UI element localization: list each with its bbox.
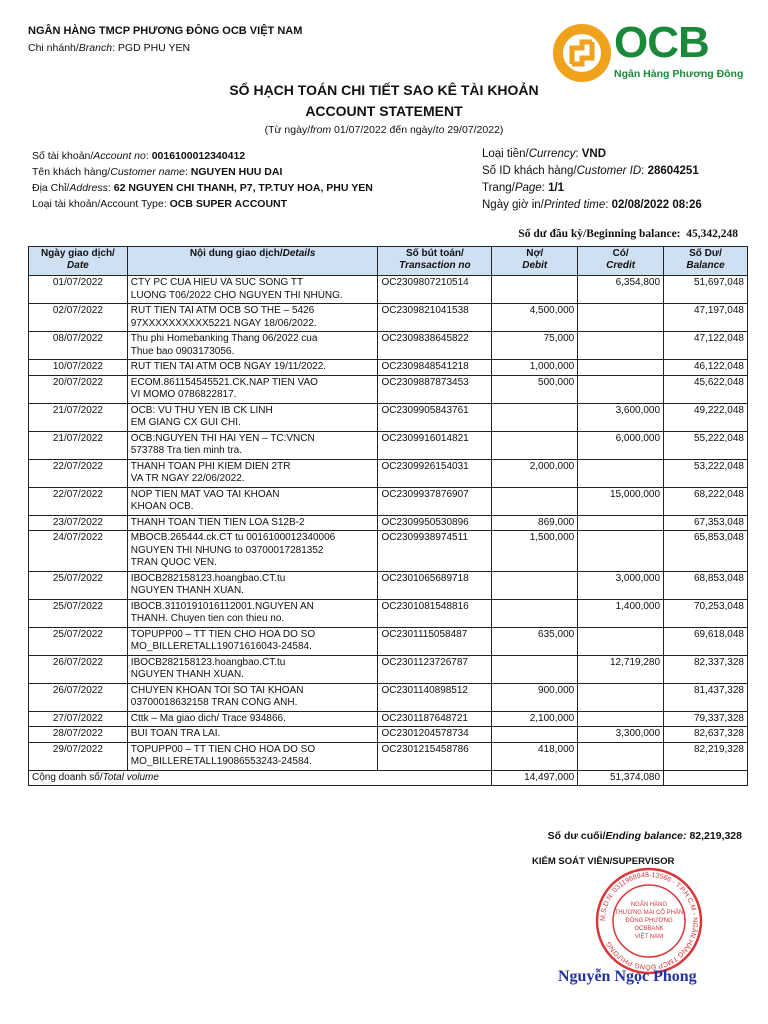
cell-details <box>127 599 378 627</box>
details-line: Thue bao 0903173056. <box>130 345 235 357</box>
cell-transaction-no: OC2309807210514 <box>378 276 492 304</box>
bank-name: NGÂN HÀNG TMCP PHƯƠNG ĐÔNG OCB VIỆT NAM <box>28 25 303 37</box>
account-no-label-vn: Số tài khoản/ <box>32 150 94 162</box>
cell-debit <box>492 276 578 304</box>
cell-transaction-no: OC2301081548816 <box>378 599 492 627</box>
cell-debit: 900,000 <box>492 683 578 711</box>
transactions-table <box>28 246 748 786</box>
cell-credit <box>578 360 664 376</box>
details-line: OCB:NGUYEN THI HAI YEN – TC:VNCN <box>130 432 315 444</box>
details-line: VA TR NGAY 22/06/2022. <box>130 473 245 484</box>
cell-transaction-no: OC2309887873453 <box>378 375 492 403</box>
beginning-balance-value: 45,342,248 <box>686 228 738 240</box>
cell-date: 20/07/2022 <box>29 375 128 403</box>
cell-credit: 3,300,000 <box>578 727 664 743</box>
details-line: CHUYEN KHOAN TOI SO TAI KHOAN <box>130 684 304 696</box>
period-to-label: to <box>435 124 445 136</box>
cell-balance: 68,222,048 <box>664 487 748 515</box>
cell-transaction-no: OC2309848541218 <box>378 360 492 376</box>
cell-date: 26/07/2022 <box>29 655 128 683</box>
cell-credit: 6,000,000 <box>578 431 664 459</box>
cell-date: 29/07/2022 <box>29 742 128 770</box>
table-row <box>29 655 748 683</box>
details-line: NGUYEN THANH XUAN. <box>130 585 244 596</box>
cell-details <box>127 727 378 743</box>
details-line: 573788 Tra tien minh tra. <box>130 445 242 456</box>
account-type-row <box>32 196 373 212</box>
total-credit: 51,374,080 <box>578 770 664 786</box>
details-line: Cttk – Ma giao dich/ Trace 934866. <box>130 712 286 724</box>
stamp-center-line: THƯƠNG MẠI CỔ PHẦN <box>614 910 684 916</box>
details-line: ECOM.861154545521.CK.NAP TIEN VAO <box>130 376 318 388</box>
cell-details <box>127 459 378 487</box>
cell-credit <box>578 711 664 727</box>
beginning-balance <box>518 228 738 240</box>
address-label-en: Address <box>69 182 108 194</box>
cell-details <box>127 683 378 711</box>
cell-date: 08/07/2022 <box>29 332 128 360</box>
cell-details <box>127 655 378 683</box>
cell-date: 24/07/2022 <box>29 531 128 572</box>
stamp-center-line: ĐÔNG PHƯƠNG <box>625 918 673 924</box>
logo-tagline: Ngân Hàng Phương Đông <box>614 68 744 80</box>
account-type: OCB SUPER ACCOUNT <box>169 198 288 210</box>
customer-name-row: Tên khách hàng/Customer name: NGUYEN HUU DAI <box>32 166 283 178</box>
cell-balance: 46,122,048 <box>664 360 748 376</box>
cell-debit: 1,500,000 <box>492 531 578 572</box>
cell-balance: 47,197,048 <box>664 304 748 332</box>
cell-balance: 69,618,048 <box>664 627 748 655</box>
stamp-center-line: NGÂN HÀNG <box>630 902 668 908</box>
account-info-right <box>482 146 702 214</box>
statement-title-vn: SỔ HẠCH TOÁN CHI TIẾT SAO KÊ TÀI KHOẢN <box>229 82 539 98</box>
cell-debit: 4,500,000 <box>492 304 578 332</box>
cell-balance: 79,337,328 <box>664 711 748 727</box>
account-type-label: Loại tài khoản/Account Type: <box>32 198 167 210</box>
col-header-transaction-no: Số bút toán/ Transaction no <box>378 247 492 276</box>
cell-credit <box>578 515 664 531</box>
cell-transaction-no: OC2301065689718 <box>378 571 492 599</box>
period-mid: đến ngày/ <box>389 124 436 136</box>
table-row <box>29 727 748 743</box>
details-line: Thu phi Homebanking Thang 06/2022 cua <box>130 333 318 344</box>
page-label-vn: Trang/ <box>482 182 515 194</box>
table-row <box>29 487 748 515</box>
cell-details <box>127 360 378 376</box>
cell-transaction-no: OC2301140898512 <box>378 683 492 711</box>
details-line: MBOCB.265444.ck.CT tu 0016100012340006 <box>130 532 336 543</box>
currency-row: Loại tiền/Currency: VND <box>482 148 607 160</box>
bank-stamp <box>594 866 704 976</box>
col-header-credit: Có/ Credit <box>578 247 664 276</box>
account-info-left <box>32 148 373 212</box>
currency: VND <box>581 148 607 160</box>
table-row <box>29 459 748 487</box>
cell-debit <box>492 655 578 683</box>
col-header-balance: Số Dư/ Balance <box>664 247 748 276</box>
ocb-logo <box>552 18 748 88</box>
cell-date: 02/07/2022 <box>29 304 128 332</box>
cell-date: 21/07/2022 <box>29 403 128 431</box>
cell-date: 21/07/2022 <box>29 431 128 459</box>
details-line: 97XXXXXXXXXX5221 NGAY 18/06/2022. <box>130 317 317 329</box>
table-row <box>29 403 748 431</box>
cell-debit: 500,000 <box>492 375 578 403</box>
details-line: MO_BILLERETALL19071616043-24584. <box>130 641 312 652</box>
cell-transaction-no: OC2301187648721 <box>378 711 492 727</box>
table-row <box>29 304 748 332</box>
table-row <box>29 431 748 459</box>
statement-title-en: ACCOUNT STATEMENT <box>305 103 463 119</box>
details-line: CTY PC CUA HIEU VA SUC SONG TT <box>130 277 304 288</box>
details-line: IBOCB282158123.hoangbao.CT.tu <box>130 572 286 584</box>
supervisor-label: KIỂM SOÁT VIÊN/SUPERVISOR <box>532 856 675 867</box>
cell-debit <box>492 403 578 431</box>
page-number: 1/1 <box>548 182 565 194</box>
details-line: THANH TOAN TIEN TIEN LOA S12B-2 <box>130 516 305 528</box>
col-header-details: Nội dung giao dịch/Details <box>127 247 378 276</box>
details-line: VI MOMO 0786822817. <box>130 389 237 400</box>
cell-details <box>127 375 378 403</box>
details-line: TOPUPP00 – TT TIEN CHO HOA DO SO <box>130 743 316 755</box>
details-line: IBOCB.3110191016112001.NGUYEN AN <box>130 600 314 612</box>
address-row: Địa Chỉ/Address: 62 NGUYEN CHI THANH, P7, TP.TUY HOA, PHU YEN <box>32 182 373 194</box>
details-line: MO_BILLERETALL19086553243-24584. <box>130 756 312 767</box>
customer-name: NGUYEN HUU DAI <box>190 166 283 178</box>
cell-details <box>127 487 378 515</box>
branch-label-vn: Chi nhánh/ <box>28 42 79 54</box>
table-row <box>29 515 748 531</box>
ending-balance <box>548 830 742 842</box>
cell-credit <box>578 459 664 487</box>
details-line: NGUYEN THI NHUNG to 03700017281352 <box>130 544 324 556</box>
cell-debit <box>492 487 578 515</box>
stamp-center-line: OCBBANK <box>634 926 664 932</box>
cell-debit: 869,000 <box>492 515 578 531</box>
details-line: RUT TIEN TAI ATM OCB NGAY 19/11/2022. <box>130 361 327 372</box>
cell-credit <box>578 375 664 403</box>
table-row <box>29 599 748 627</box>
currency-label-vn: Loại tiền/ <box>482 148 529 160</box>
page-row: Trang/Page: 1/1 <box>482 182 565 194</box>
cell-credit: 3,600,000 <box>578 403 664 431</box>
cell-date: 01/07/2022 <box>29 276 128 304</box>
cell-debit <box>492 571 578 599</box>
cell-details <box>127 627 378 655</box>
details-line: OCB: VU THU YEN IB CK LINH <box>130 404 273 416</box>
cell-transaction-no: OC2301115058487 <box>378 627 492 655</box>
cell-credit: 3,000,000 <box>578 571 664 599</box>
cell-details <box>127 531 378 572</box>
cell-credit <box>578 742 664 770</box>
ending-balance-label-vn: Số dư cuối/ <box>547 830 606 842</box>
cell-balance: 51,697,048 <box>664 276 748 304</box>
cell-date: 25/07/2022 <box>29 599 128 627</box>
cell-balance: 45,622,048 <box>664 375 748 403</box>
cell-credit <box>578 683 664 711</box>
page-label-en: Page <box>514 182 542 194</box>
cell-balance: 70,253,048 <box>664 599 748 627</box>
cell-date: 25/07/2022 <box>29 627 128 655</box>
period-to: 29/07/2022) <box>447 124 504 136</box>
cell-details <box>127 276 378 304</box>
stamp-center-line: VIỆT NAM <box>634 934 664 940</box>
customer-id-label-vn: Số ID khách hàng/ <box>482 165 577 177</box>
customer-name-label-en: Customer name <box>110 166 185 178</box>
cell-balance: 82,337,328 <box>664 655 748 683</box>
details-line: BUI TOAN TRA LAI. <box>130 728 221 739</box>
cell-balance: 82,219,328 <box>664 742 748 770</box>
cell-balance: 67,353,048 <box>664 515 748 531</box>
cell-debit: 635,000 <box>492 627 578 655</box>
table-row <box>29 742 748 770</box>
cell-details <box>127 742 378 770</box>
cell-transaction-no: OC2301204578734 <box>378 727 492 743</box>
cell-balance: 55,222,048 <box>664 431 748 459</box>
table-row <box>29 627 748 655</box>
ocb-logo-icon <box>552 24 612 82</box>
period-open: (Từ ngày/ <box>264 124 311 136</box>
cell-debit: 2,000,000 <box>492 459 578 487</box>
cell-balance: 53,222,048 <box>664 459 748 487</box>
cell-date: 28/07/2022 <box>29 727 128 743</box>
cell-date: 10/07/2022 <box>29 360 128 376</box>
cell-credit <box>578 332 664 360</box>
customer-id: 28604251 <box>647 165 699 177</box>
ending-balance-value: 82,219,328 <box>689 830 742 842</box>
cell-balance: 82,637,328 <box>664 727 748 743</box>
details-line: LUONG T06/2022 CHO NGUYEN THI NHUNG. <box>130 289 343 301</box>
total-debit: 14,497,000 <box>492 770 578 786</box>
cell-credit: 12,719,280 <box>578 655 664 683</box>
cell-details <box>127 431 378 459</box>
total-row <box>29 770 748 786</box>
cell-transaction-no: OC2309838645822 <box>378 332 492 360</box>
cell-details <box>127 711 378 727</box>
signer-name: Nguyễn Ngọc Phong <box>558 968 697 985</box>
cell-balance: 49,222,048 <box>664 403 748 431</box>
cell-date: 22/07/2022 <box>29 487 128 515</box>
col-header-debit: Nợ/ Debit <box>492 247 578 276</box>
printed-label-vn: Ngày giờ in/ <box>482 199 544 211</box>
period-from: 01/07/2022 <box>334 124 387 136</box>
cell-debit <box>492 431 578 459</box>
cell-date: 27/07/2022 <box>29 711 128 727</box>
cell-debit <box>492 727 578 743</box>
account-no: 0016100012340412 <box>151 150 246 162</box>
details-line: IBOCB282158123.hoangbao.CT.tu <box>130 656 286 668</box>
cell-balance: 68,853,048 <box>664 571 748 599</box>
details-line: NOP TIEN MAT VAO TAI KHOAN <box>130 488 280 500</box>
stamp-ring-text: M.S.D.N: 0311968948-13566 - T.P.H.C.M - NGÂN HÀNG TMCP ĐÔNG PHƯƠNG <box>599 871 699 971</box>
cell-transaction-no: OC2309926154031 <box>378 459 492 487</box>
cell-date: 23/07/2022 <box>29 515 128 531</box>
period-from-label: from <box>310 124 332 136</box>
cell-debit: 418,000 <box>492 742 578 770</box>
table-row <box>29 683 748 711</box>
details-line: NGUYEN THANH XUAN. <box>130 669 244 680</box>
details-line: 03700018632158 TRAN CONG ANH. <box>130 697 298 708</box>
details-line: THANH TOAN PHI KIEM DIEN 2TR <box>130 460 291 472</box>
cell-credit: 6,354,800 <box>578 276 664 304</box>
cell-debit: 2,100,000 <box>492 711 578 727</box>
details-line: EM GIANG CX GUI CHI. <box>130 417 241 428</box>
table-header-row <box>29 247 748 276</box>
total-label: Cộng doanh số/Total volume <box>29 770 492 786</box>
customer-id-label-en: Customer ID <box>576 165 642 177</box>
printed-time: 02/08/2022 08:26 <box>611 199 702 211</box>
cell-debit: 1,000,000 <box>492 360 578 376</box>
cell-date: 22/07/2022 <box>29 459 128 487</box>
cell-transaction-no: OC2301215458786 <box>378 742 492 770</box>
address: 62 NGUYEN CHI THANH, P7, TP.TUY HOA, PHU YEN <box>113 182 373 194</box>
account-no-row: Số tài khoản/Account no: 0016100012340412 <box>32 150 246 162</box>
customer-name-label-vn: Tên khách hàng/ <box>32 166 111 178</box>
printed-label-en: Printed time <box>543 199 606 211</box>
branch-label-en: Branch <box>78 42 113 54</box>
cell-details <box>127 403 378 431</box>
logo-wordmark: OCB <box>614 18 709 67</box>
cell-debit: 75,000 <box>492 332 578 360</box>
table-row <box>29 276 748 304</box>
printed-time-row: Ngày giờ in/Printed time: 02/08/2022 08:26 <box>482 199 702 211</box>
cell-date: 26/07/2022 <box>29 683 128 711</box>
table-row <box>29 332 748 360</box>
cell-details <box>127 515 378 531</box>
cell-transaction-no: OC2309937876907 <box>378 487 492 515</box>
cell-transaction-no: OC2309821041538 <box>378 304 492 332</box>
cell-credit <box>578 531 664 572</box>
table-row <box>29 375 748 403</box>
cell-date: 25/07/2022 <box>29 571 128 599</box>
statement-period <box>0 124 768 136</box>
cell-credit <box>578 304 664 332</box>
details-line: THANH. Chuyen tien con thieu no. <box>130 613 285 624</box>
table-row <box>29 531 748 572</box>
table-row <box>29 711 748 727</box>
cell-transaction-no: OC2309938974511 <box>378 531 492 572</box>
table-row <box>29 360 748 376</box>
cell-details <box>127 332 378 360</box>
customer-id-row: Số ID khách hàng/Customer ID: 28604251 <box>482 165 699 177</box>
total-balance-empty <box>664 770 748 786</box>
branch-value: : PGD PHU YEN <box>112 42 191 54</box>
details-line: TRAN QUOC VEN. <box>130 557 217 568</box>
table-row <box>29 571 748 599</box>
ending-balance-label-en: Ending balance: <box>605 830 687 842</box>
cell-debit <box>492 599 578 627</box>
col-header-date: Ngày giao dịch/ Date <box>29 247 128 276</box>
cell-credit <box>578 627 664 655</box>
cell-balance: 65,853,048 <box>664 531 748 572</box>
cell-transaction-no: OC2309916014821 <box>378 431 492 459</box>
address-label-vn: Địa Chỉ/ <box>32 182 70 194</box>
cell-credit: 1,400,000 <box>578 599 664 627</box>
cell-transaction-no: OC2309905843761 <box>378 403 492 431</box>
cell-credit: 15,000,000 <box>578 487 664 515</box>
cell-transaction-no: OC2309950530896 <box>378 515 492 531</box>
details-line: TOPUPP00 – TT TIEN CHO HOA DO SO <box>130 628 316 640</box>
cell-transaction-no: OC2301123726787 <box>378 655 492 683</box>
cell-balance: 81,437,328 <box>664 683 748 711</box>
currency-label-en: Currency <box>528 148 576 160</box>
account-no-label-en: Account no <box>93 150 146 162</box>
details-line: RUT TIEN TAI ATM OCB SO THE – 5426 <box>130 305 315 316</box>
cell-balance: 47,122,048 <box>664 332 748 360</box>
cell-details <box>127 304 378 332</box>
details-line: KHOAN OCB. <box>130 501 194 512</box>
cell-details <box>127 571 378 599</box>
branch-line <box>28 42 190 54</box>
beginning-balance-label: Số dư đầu kỳ/Beginning balance: <box>518 228 681 240</box>
